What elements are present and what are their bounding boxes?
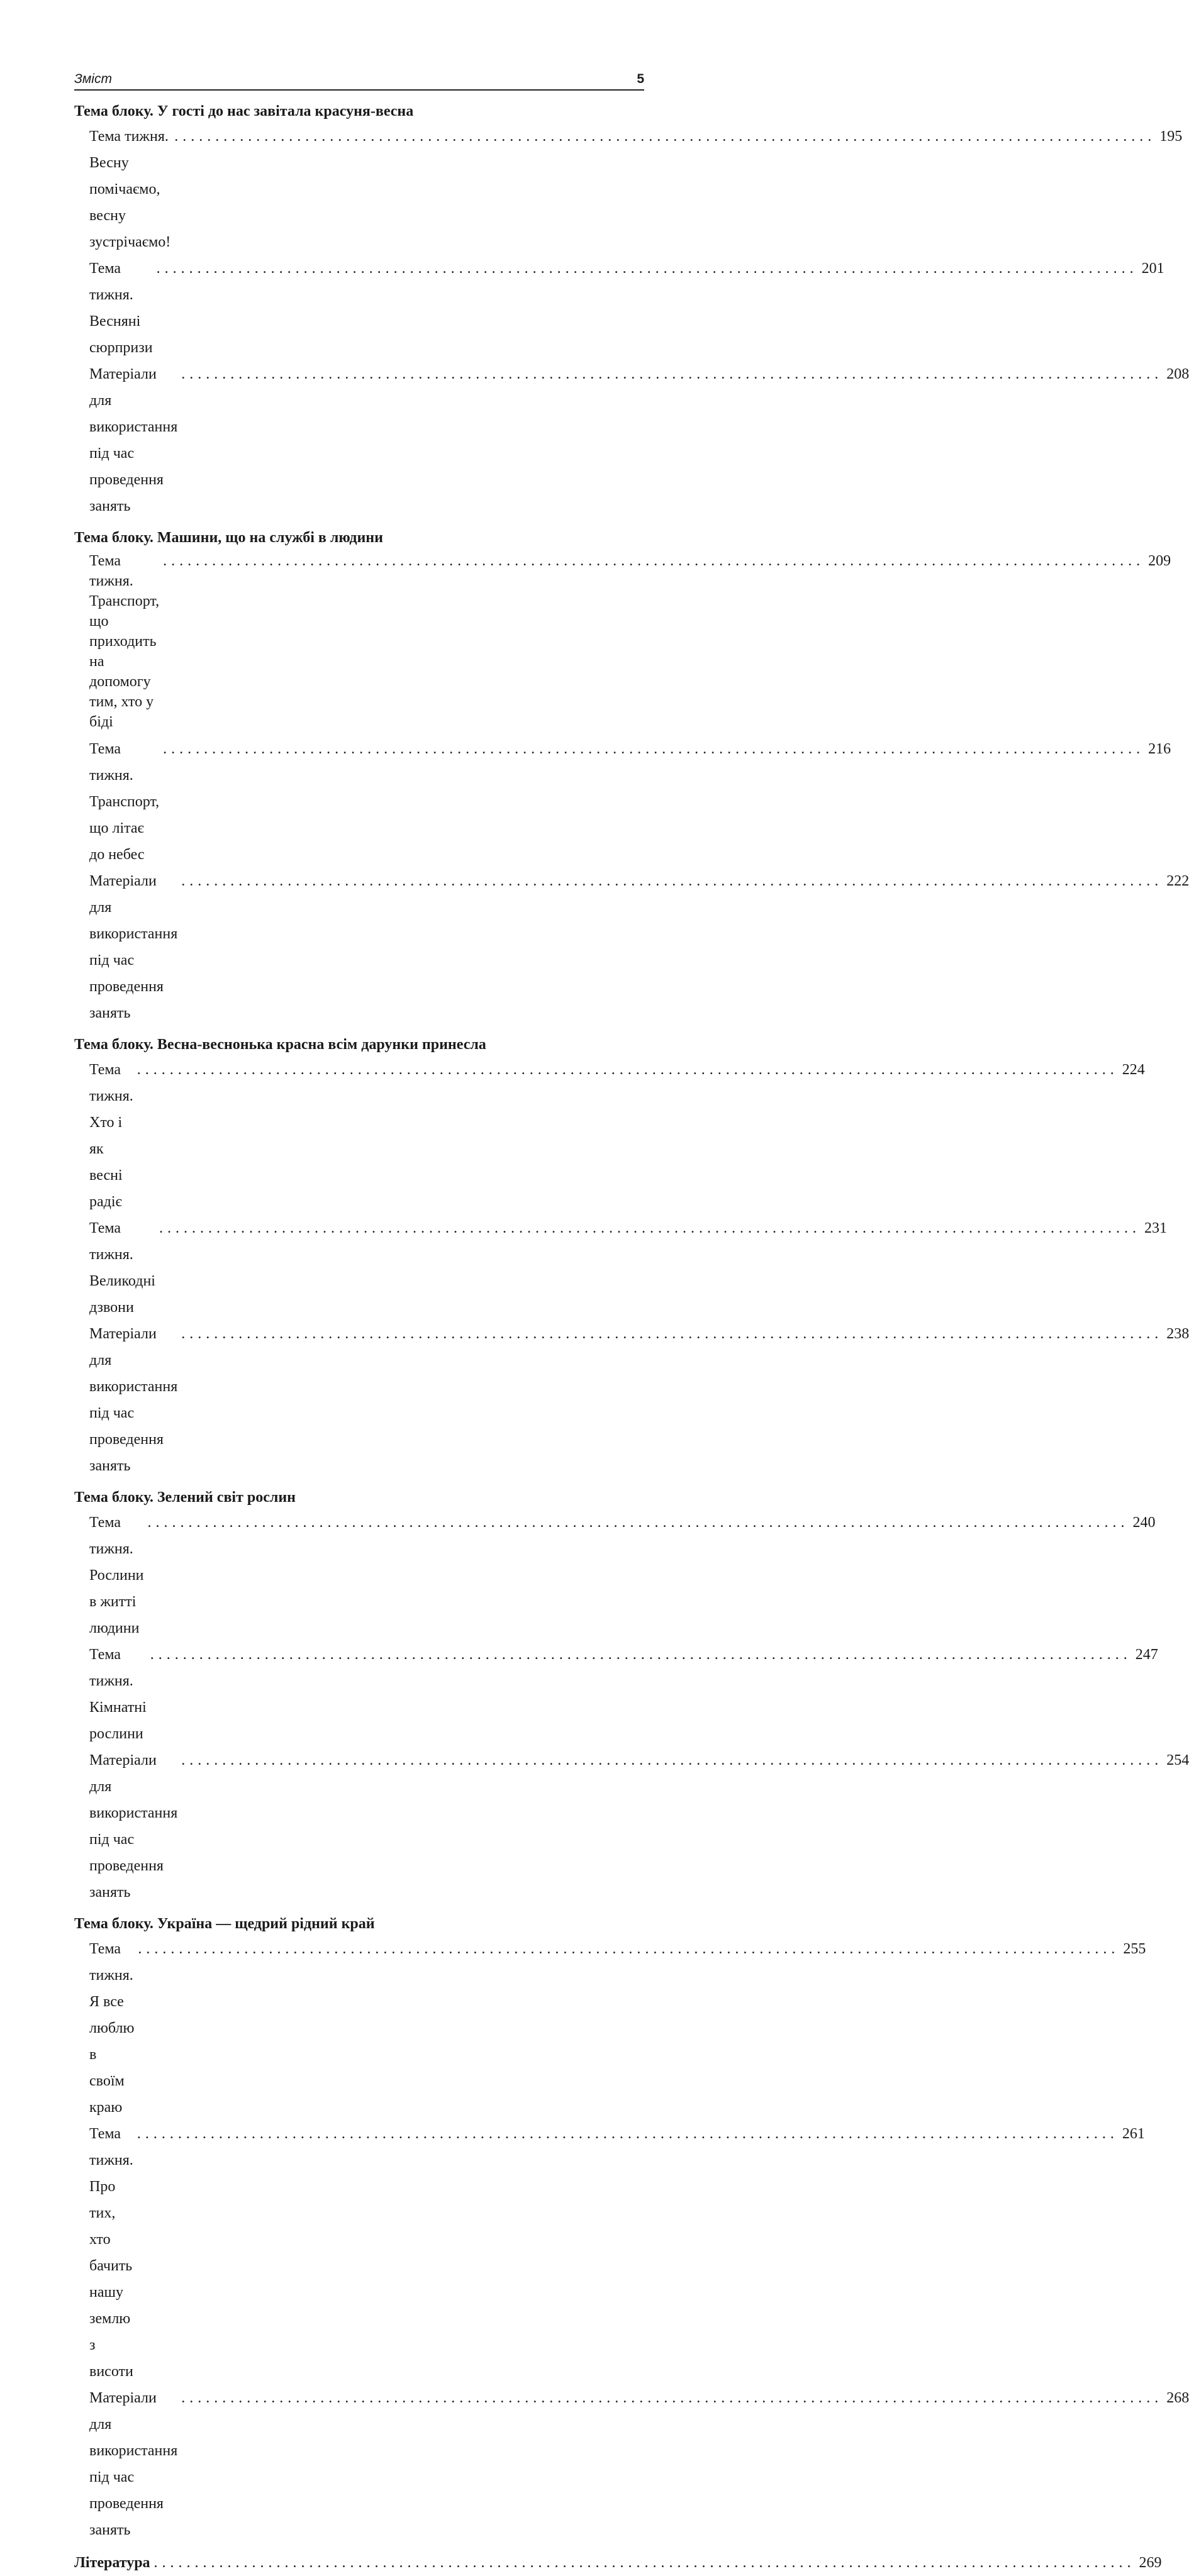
- dot-leader: ........................................................................................................................: [154, 2555, 1136, 2571]
- dot-leader: ........................................................................................................................: [156, 260, 1138, 277]
- entry-label: Тема тижня. Весну помічаємо, весну зустрічаємо!: [89, 128, 171, 250]
- toc-entry[interactable]: [74, 1747, 1189, 1906]
- entry-page: 261: [1122, 2126, 1145, 2142]
- toc-block: [74, 1485, 1189, 1906]
- dot-leader: ........................................................................................................................: [147, 1514, 1129, 1531]
- dot-leader: ........................................................................................................................: [137, 2126, 1119, 2142]
- toc-entry[interactable]: [74, 1509, 1156, 1641]
- entry-page: 255: [1123, 1941, 1146, 1957]
- block-title: Тема блоку. У гості до нас завітала красуня-весна: [74, 103, 414, 119]
- toc-entry[interactable]: [74, 2121, 1145, 2385]
- dot-leader: ........................................................................................................................: [181, 873, 1163, 889]
- toc-entry[interactable]: [74, 1936, 1146, 2121]
- dot-leader: ........................................................................................................................: [150, 1646, 1132, 1663]
- entry-label: Тема тижня. Я все люблю в своїм краю: [89, 1941, 135, 2116]
- entry-label: Тема тижня. Рослини в житті людини: [89, 1514, 144, 1636]
- toc-entry[interactable]: [74, 1215, 1167, 1321]
- toc-block: [74, 1033, 1189, 1479]
- entry-page: 201: [1141, 260, 1164, 277]
- dot-leader: ........................................................................................................................: [174, 128, 1156, 145]
- section-title: Зміст: [74, 72, 112, 86]
- toc-block: [74, 1912, 1189, 2543]
- entry-page: 240: [1132, 1514, 1156, 1531]
- entry-label: Матеріали для використання під час проведення занять: [89, 2390, 178, 2538]
- entry-page: 238: [1166, 1326, 1189, 1342]
- running-head: [74, 67, 644, 91]
- entry-label: Тема тижня. Весняні сюрпризи: [89, 260, 153, 356]
- entry-page: 247: [1135, 1646, 1158, 1663]
- toc-block: [74, 99, 1189, 519]
- entry-label: Література: [74, 2555, 150, 2571]
- page-number: 5: [637, 72, 644, 86]
- block-title: Тема блоку. Україна — щедрий рідний край: [74, 1916, 375, 1932]
- block-title: Тема блоку. Машини, що на службі в людини: [74, 530, 383, 546]
- dot-leader: ........................................................................................................................: [159, 1220, 1141, 1236]
- toc-entry[interactable]: [74, 123, 1183, 255]
- toc-entry[interactable]: [74, 868, 1189, 1026]
- entry-page: 268: [1166, 2390, 1189, 2406]
- entry-label: Матеріали для використання під час проведення занять: [89, 366, 178, 514]
- entry-page: 216: [1148, 741, 1171, 757]
- entry-page: 209: [1148, 553, 1171, 569]
- dot-leader: ........................................................................................................................: [181, 1752, 1163, 1768]
- dot-leader: ........................................................................................................................: [138, 1941, 1120, 1957]
- block-title: Тема блоку. Весна-веснонька красна всім дарунки принесла: [74, 1036, 486, 1053]
- entry-page: 231: [1144, 1220, 1167, 1236]
- toc-entry[interactable]: [74, 1321, 1189, 1479]
- dot-leader: ........................................................................................................................: [181, 2390, 1163, 2406]
- toc-entry[interactable]: [74, 736, 1171, 868]
- entry-page: 208: [1166, 366, 1189, 382]
- entry-page: 269: [1139, 2555, 1162, 2571]
- entry-label: Матеріали для використання під час проведення занять: [89, 1752, 178, 1901]
- toc-entry[interactable]: [74, 255, 1164, 361]
- entry-label: Тема тижня. Транспорт, що приходить на допомогу тим, хто у біді: [89, 553, 160, 730]
- toc-entry[interactable]: [74, 361, 1189, 519]
- entry-label: Матеріали для використання під час проведення занять: [89, 1326, 178, 1474]
- entry-page: 222: [1166, 873, 1189, 889]
- dot-leader: ........................................................................................................................: [181, 1326, 1163, 1342]
- dot-leader: ........................................................................................................................: [181, 366, 1163, 382]
- page: [74, 67, 1189, 2576]
- entry-label: Тема тижня. Великодні дзвони: [89, 1220, 155, 1316]
- table-of-contents: [74, 99, 1189, 2576]
- entry-label: Тема тижня. Кімнатні рослини: [89, 1646, 147, 1742]
- toc-entry-bibliography[interactable]: [74, 2550, 1162, 2576]
- dot-leader: ........................................................................................................................: [163, 741, 1145, 757]
- entry-label: Тема тижня. Про тих, хто бачить нашу землю з висоти: [89, 2126, 133, 2380]
- toc-entry[interactable]: [74, 550, 1171, 736]
- toc-entry[interactable]: [74, 1057, 1145, 1215]
- entry-label: Матеріали для використання під час проведення занять: [89, 873, 178, 1021]
- toc-entry[interactable]: [74, 1641, 1158, 1747]
- toc-block: [74, 526, 1189, 1026]
- entry-page: 224: [1122, 1062, 1145, 1078]
- entry-label: Тема тижня. Хто і як весні радіє: [89, 1062, 133, 1210]
- block-title: Тема блоку. Зелений світ рослин: [74, 1489, 296, 1506]
- entry-label: Тема тижня. Транспорт, що літає до небес: [89, 741, 160, 863]
- dot-leader: ........................................................................................................................: [163, 553, 1145, 569]
- entry-page: 254: [1166, 1752, 1189, 1768]
- entry-page: 195: [1159, 128, 1183, 145]
- toc-entry[interactable]: [74, 2385, 1189, 2543]
- dot-leader: ........................................................................................................................: [137, 1062, 1119, 1078]
